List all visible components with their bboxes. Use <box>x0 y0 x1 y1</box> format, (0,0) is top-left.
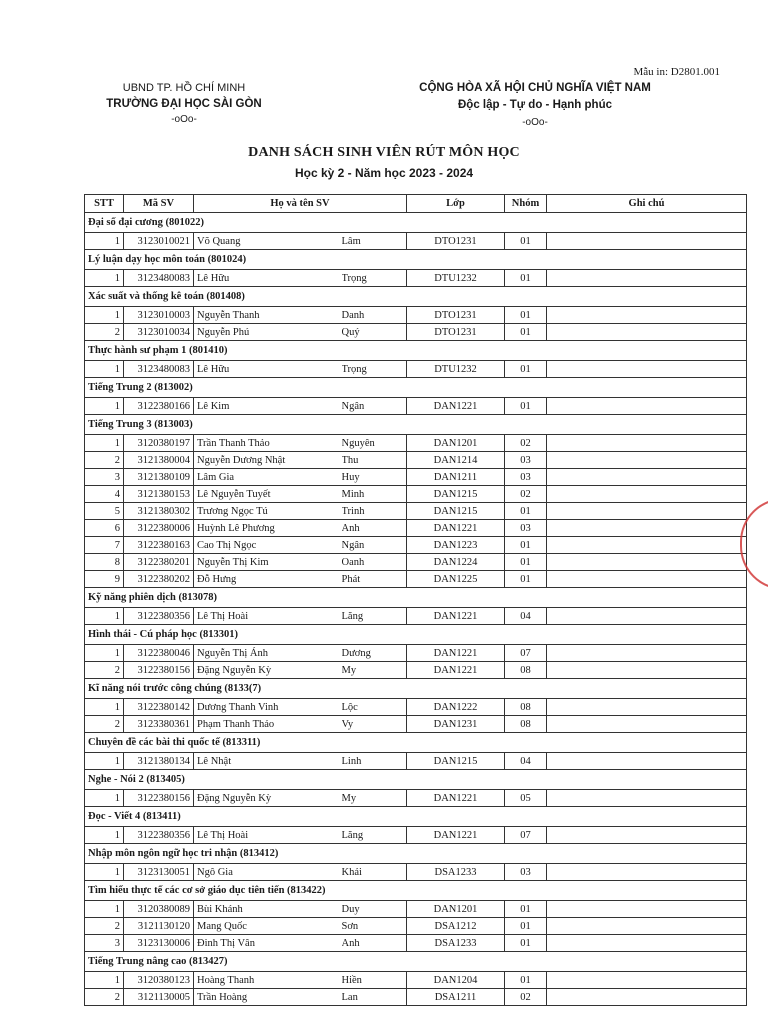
student-stt: 2 <box>85 662 124 679</box>
student-class: DAN1222 <box>407 699 505 716</box>
student-class: DSA1233 <box>407 935 505 952</box>
student-stt: 9 <box>85 571 124 588</box>
course-row <box>85 287 747 307</box>
student-stt: 1 <box>85 699 124 716</box>
student-id: 3121380153 <box>124 486 194 503</box>
table-row <box>85 699 747 716</box>
student-last-name: Duy <box>342 901 407 918</box>
table-row <box>85 571 747 588</box>
table-row <box>85 790 747 807</box>
student-group: 04 <box>505 608 547 625</box>
student-note <box>547 233 747 250</box>
student-last-name: Trinh <box>342 503 407 520</box>
student-last-name: Sơn <box>342 918 407 935</box>
student-first-name: Phạm Thanh Thảo <box>194 716 342 733</box>
student-last-name: Ngân <box>342 398 407 415</box>
course-row <box>85 881 747 901</box>
student-note <box>547 989 747 1006</box>
student-stt: 1 <box>85 901 124 918</box>
student-group: 03 <box>505 452 547 469</box>
student-note <box>547 716 747 733</box>
student-first-name: Nguyễn Thanh <box>194 307 342 324</box>
student-class: DAN1201 <box>407 435 505 452</box>
student-class: DTU1232 <box>407 270 505 287</box>
student-class: DSA1211 <box>407 989 505 1006</box>
table-row <box>85 827 747 844</box>
student-last-name: Dương <box>342 645 407 662</box>
student-first-name: Cao Thị Ngọc <box>194 537 342 554</box>
student-class: DAN1224 <box>407 554 505 571</box>
student-first-name: Bùi Khánh <box>194 901 342 918</box>
student-group: 08 <box>505 699 547 716</box>
course-title: Nhập môn ngôn ngữ học tri nhận (813412) <box>85 844 747 864</box>
table-row <box>85 864 747 881</box>
student-last-name: Anh <box>342 935 407 952</box>
table-row <box>85 361 747 378</box>
student-group: 08 <box>505 662 547 679</box>
course-row <box>85 952 747 972</box>
student-group: 03 <box>505 520 547 537</box>
student-note <box>547 608 747 625</box>
student-note <box>547 469 747 486</box>
student-id: 3121380134 <box>124 753 194 770</box>
student-stt: 1 <box>85 435 124 452</box>
student-class: DAN1215 <box>407 753 505 770</box>
student-last-name: Lăng <box>342 827 407 844</box>
student-id: 3121130120 <box>124 918 194 935</box>
course-title: Thực hành sư phạm 1 (801410) <box>85 341 747 361</box>
document-subtitle: Học kỳ 2 - Năm học 2023 - 2024 <box>294 166 474 180</box>
student-id: 3120380123 <box>124 972 194 989</box>
student-class: DAN1201 <box>407 901 505 918</box>
student-group: 08 <box>505 716 547 733</box>
student-stt: 6 <box>85 520 124 537</box>
student-stt: 1 <box>85 361 124 378</box>
table-row <box>85 398 747 415</box>
student-last-name: Lộc <box>342 699 407 716</box>
student-last-name: Lan <box>342 989 407 1006</box>
student-stt: 1 <box>85 645 124 662</box>
student-class: DAN1221 <box>407 827 505 844</box>
table-header-row <box>85 195 747 213</box>
student-class: DAN1221 <box>407 398 505 415</box>
student-stt: 2 <box>85 989 124 1006</box>
student-id: 3123480083 <box>124 361 194 378</box>
table-row <box>85 662 747 679</box>
nation-ornament: -oOo- <box>522 117 548 128</box>
student-id: 3122380202 <box>124 571 194 588</box>
student-class: DTO1231 <box>407 233 505 250</box>
student-class: DAN1204 <box>407 972 505 989</box>
student-note <box>547 554 747 571</box>
student-class: DTO1231 <box>407 324 505 341</box>
form-code: Mẫu in: D2801.001 <box>633 66 720 78</box>
col-header-note: Ghi chú <box>547 195 747 213</box>
student-group: 01 <box>505 554 547 571</box>
student-first-name: Đặng Nguyễn Kỳ <box>194 790 342 807</box>
col-header-class: Lớp <box>407 195 505 213</box>
student-group: 02 <box>505 989 547 1006</box>
table-row <box>85 486 747 503</box>
student-last-name: Minh <box>342 486 407 503</box>
student-stt: 7 <box>85 537 124 554</box>
student-group: 01 <box>505 901 547 918</box>
student-id: 3123010021 <box>124 233 194 250</box>
student-group: 05 <box>505 790 547 807</box>
student-note <box>547 972 747 989</box>
student-id: 3123380361 <box>124 716 194 733</box>
student-group: 01 <box>505 935 547 952</box>
col-header-name: Họ và tên SV <box>194 195 407 213</box>
student-stt: 4 <box>85 486 124 503</box>
student-last-name: Nguyên <box>342 435 407 452</box>
student-id: 3122380166 <box>124 398 194 415</box>
student-first-name: Huỳnh Lê Phương <box>194 520 342 537</box>
student-last-name: Danh <box>342 307 407 324</box>
student-group: 01 <box>505 233 547 250</box>
student-group: 02 <box>505 435 547 452</box>
student-first-name: Mang Quốc <box>194 918 342 935</box>
student-first-name: Dương Thanh Vinh <box>194 699 342 716</box>
student-group: 01 <box>505 972 547 989</box>
student-first-name: Lê Nguyễn Tuyết <box>194 486 342 503</box>
course-title: Tìm hiểu thực tế các cơ sở giáo dục tiên tiến (813422) <box>85 881 747 901</box>
table-row <box>85 233 747 250</box>
student-last-name: Vy <box>342 716 407 733</box>
col-header-id: Mã SV <box>124 195 194 213</box>
student-note <box>547 520 747 537</box>
student-id: 3122380156 <box>124 662 194 679</box>
student-class: DAN1214 <box>407 452 505 469</box>
course-title: Hình thái - Cú pháp học (813301) <box>85 625 747 645</box>
student-class: DAN1221 <box>407 662 505 679</box>
student-group: 07 <box>505 827 547 844</box>
student-id: 3122380356 <box>124 827 194 844</box>
student-stt: 2 <box>85 452 124 469</box>
student-id: 3123010003 <box>124 307 194 324</box>
student-stt: 1 <box>85 233 124 250</box>
student-class: DAN1215 <box>407 503 505 520</box>
table-row <box>85 469 747 486</box>
student-last-name: Thu <box>342 452 407 469</box>
student-id: 3122380201 <box>124 554 194 571</box>
student-first-name: Lê Kim <box>194 398 342 415</box>
student-stt: 3 <box>85 935 124 952</box>
student-stt: 1 <box>85 398 124 415</box>
student-class: DAN1221 <box>407 645 505 662</box>
student-class: DSA1233 <box>407 864 505 881</box>
course-row <box>85 625 747 645</box>
student-first-name: Lê Thị Hoài <box>194 608 342 625</box>
student-last-name: Khải <box>342 864 407 881</box>
course-title: Tiếng Trung 2 (813002) <box>85 378 747 398</box>
student-note <box>547 918 747 935</box>
student-first-name: Lê Thị Hoài <box>194 827 342 844</box>
student-id: 3123130051 <box>124 864 194 881</box>
student-note <box>547 790 747 807</box>
student-group: 04 <box>505 753 547 770</box>
student-last-name: Lâm <box>342 233 407 250</box>
course-title: Đọc - Viết 4 (813411) <box>85 807 747 827</box>
student-stt: 1 <box>85 608 124 625</box>
issuer-school: TRƯỜNG ĐẠI HỌC SÀI GÒN <box>106 98 262 110</box>
course-title: Xác suất và thống kê toán (801408) <box>85 287 747 307</box>
student-first-name: Nguyễn Thị Kim <box>194 554 342 571</box>
student-first-name: Nguyễn Thị Ánh <box>194 645 342 662</box>
student-id: 3121380302 <box>124 503 194 520</box>
student-stt: 1 <box>85 307 124 324</box>
course-row <box>85 250 747 270</box>
student-first-name: Nguyễn Phú <box>194 324 342 341</box>
student-last-name: Trọng <box>342 361 407 378</box>
student-stt: 5 <box>85 503 124 520</box>
table-row <box>85 901 747 918</box>
student-id: 3122380356 <box>124 608 194 625</box>
student-last-name: Lăng <box>342 608 407 625</box>
student-last-name: Quý <box>342 324 407 341</box>
course-row <box>85 770 747 790</box>
nation-name: CỘNG HÒA XÃ HỘI CHỦ NGHĨA VIỆT NAM <box>419 82 651 94</box>
student-stt: 1 <box>85 864 124 881</box>
student-first-name: Lê Nhật <box>194 753 342 770</box>
course-title: Kỹ năng phiên dịch (813078) <box>85 588 747 608</box>
table-row <box>85 503 747 520</box>
student-first-name: Đặng Nguyễn Kỳ <box>194 662 342 679</box>
student-stt: 2 <box>85 716 124 733</box>
course-title: Lý luận dạy học môn toán (801024) <box>85 250 747 270</box>
student-class: DTU1232 <box>407 361 505 378</box>
course-row <box>85 588 747 608</box>
student-stt: 1 <box>85 972 124 989</box>
student-last-name: Anh <box>342 520 407 537</box>
student-first-name: Đỗ Hưng <box>194 571 342 588</box>
course-title: Tiếng Trung nâng cao (813427) <box>85 952 747 972</box>
student-first-name: Lê Hữu <box>194 270 342 287</box>
student-group: 07 <box>505 645 547 662</box>
student-last-name: Linh <box>342 753 407 770</box>
issuer-block <box>92 80 276 128</box>
student-class: DAN1221 <box>407 520 505 537</box>
course-row <box>85 415 747 435</box>
student-first-name: Lê Hữu <box>194 361 342 378</box>
student-group: 03 <box>505 469 547 486</box>
student-group: 01 <box>505 571 547 588</box>
student-note <box>547 537 747 554</box>
student-id: 3121130005 <box>124 989 194 1006</box>
student-class: DAN1215 <box>407 486 505 503</box>
document-title: DANH SÁCH SINH VIÊN RÚT MÔN HỌC <box>248 145 520 160</box>
student-note <box>547 270 747 287</box>
student-note <box>547 571 747 588</box>
student-note <box>547 753 747 770</box>
student-note <box>547 662 747 679</box>
table-row <box>85 324 747 341</box>
student-note <box>547 324 747 341</box>
student-first-name: Võ Quang <box>194 233 342 250</box>
student-group: 01 <box>505 537 547 554</box>
table-row <box>85 989 747 1006</box>
table-row <box>85 918 747 935</box>
course-row <box>85 679 747 699</box>
course-title: Chuyên đề các bài thi quốc tế (813311) <box>85 733 747 753</box>
student-id: 3123480083 <box>124 270 194 287</box>
student-last-name: Trọng <box>342 270 407 287</box>
student-last-name: Phát <box>342 571 407 588</box>
student-stt: 8 <box>85 554 124 571</box>
student-stt: 1 <box>85 790 124 807</box>
student-id: 3122380046 <box>124 645 194 662</box>
student-note <box>547 503 747 520</box>
student-group: 01 <box>505 503 547 520</box>
student-class: DAN1223 <box>407 537 505 554</box>
student-note <box>547 699 747 716</box>
student-last-name: My <box>342 790 407 807</box>
table-row <box>85 935 747 952</box>
student-last-name: Huy <box>342 469 407 486</box>
student-first-name: Lâm Gia <box>194 469 342 486</box>
student-first-name: Trương Ngọc Tú <box>194 503 342 520</box>
student-id: 3122380156 <box>124 790 194 807</box>
course-row <box>85 807 747 827</box>
student-class: DSA1212 <box>407 918 505 935</box>
student-last-name: My <box>342 662 407 679</box>
withdrawal-table <box>84 194 747 1006</box>
student-group: 01 <box>505 270 547 287</box>
course-row <box>85 378 747 398</box>
student-group: 03 <box>505 864 547 881</box>
student-note <box>547 398 747 415</box>
student-note <box>547 645 747 662</box>
student-note <box>547 935 747 952</box>
student-class: DAN1221 <box>407 790 505 807</box>
student-first-name: Hoàng Thanh <box>194 972 342 989</box>
student-first-name: Trần Thanh Thảo <box>194 435 342 452</box>
table-row <box>85 753 747 770</box>
student-group: 01 <box>505 307 547 324</box>
nation-motto: Độc lập - Tự do - Hạnh phúc <box>458 99 612 111</box>
student-stt: 2 <box>85 324 124 341</box>
table-row <box>85 554 747 571</box>
student-group: 01 <box>505 398 547 415</box>
student-id: 3121380004 <box>124 452 194 469</box>
student-note <box>547 452 747 469</box>
course-title: Đại số đại cương (801022) <box>85 213 747 233</box>
student-note <box>547 435 747 452</box>
course-title: Nghe - Nói 2 (813405) <box>85 770 747 790</box>
table-row <box>85 608 747 625</box>
student-last-name: Oanh <box>342 554 407 571</box>
student-stt: 3 <box>85 469 124 486</box>
student-class: DAN1231 <box>407 716 505 733</box>
student-note <box>547 486 747 503</box>
student-note <box>547 361 747 378</box>
student-group: 01 <box>505 918 547 935</box>
student-first-name: Nguyễn Dương Nhật <box>194 452 342 469</box>
student-stt: 1 <box>85 753 124 770</box>
col-header-stt: STT <box>85 195 124 213</box>
student-stt: 1 <box>85 827 124 844</box>
student-stt: 2 <box>85 918 124 935</box>
table-row <box>85 716 747 733</box>
student-class: DAN1211 <box>407 469 505 486</box>
table-row <box>85 270 747 287</box>
course-title: Tiếng Trung 3 (813003) <box>85 415 747 435</box>
student-group: 01 <box>505 361 547 378</box>
table-row <box>85 435 747 452</box>
course-row <box>85 341 747 361</box>
table-row <box>85 537 747 554</box>
student-id: 3122380142 <box>124 699 194 716</box>
student-class: DAN1225 <box>407 571 505 588</box>
student-note <box>547 901 747 918</box>
table-row <box>85 972 747 989</box>
student-first-name: Ngô Gia <box>194 864 342 881</box>
nation-block <box>405 80 665 131</box>
table-row <box>85 645 747 662</box>
student-id: 3123130006 <box>124 935 194 952</box>
student-last-name: Hiền <box>342 972 407 989</box>
student-note <box>547 864 747 881</box>
table-row <box>85 452 747 469</box>
table-row <box>85 307 747 324</box>
col-header-group: Nhóm <box>505 195 547 213</box>
student-last-name: Ngân <box>342 537 407 554</box>
table-row <box>85 520 747 537</box>
student-stt: 1 <box>85 270 124 287</box>
course-row <box>85 733 747 753</box>
course-title: Kĩ năng nói trước công chúng (8133(7) <box>85 679 747 699</box>
issuer-org: UBND TP. HỒ CHÍ MINH <box>122 82 246 94</box>
student-id: 3121380109 <box>124 469 194 486</box>
student-id: 3120380089 <box>124 901 194 918</box>
student-group: 01 <box>505 324 547 341</box>
student-first-name: Đinh Thị Vân <box>194 935 342 952</box>
student-first-name: Trần Hoàng <box>194 989 342 1006</box>
student-id: 3120380197 <box>124 435 194 452</box>
student-id: 3123010034 <box>124 324 194 341</box>
table-body <box>85 213 747 1006</box>
student-group: 02 <box>505 486 547 503</box>
student-id: 3122380006 <box>124 520 194 537</box>
student-class: DAN1221 <box>407 608 505 625</box>
student-class: DTO1231 <box>407 307 505 324</box>
student-note <box>547 307 747 324</box>
issuer-ornament: -oOo- <box>171 114 197 125</box>
course-row <box>85 844 747 864</box>
student-note <box>547 827 747 844</box>
student-id: 3122380163 <box>124 537 194 554</box>
course-row <box>85 213 747 233</box>
